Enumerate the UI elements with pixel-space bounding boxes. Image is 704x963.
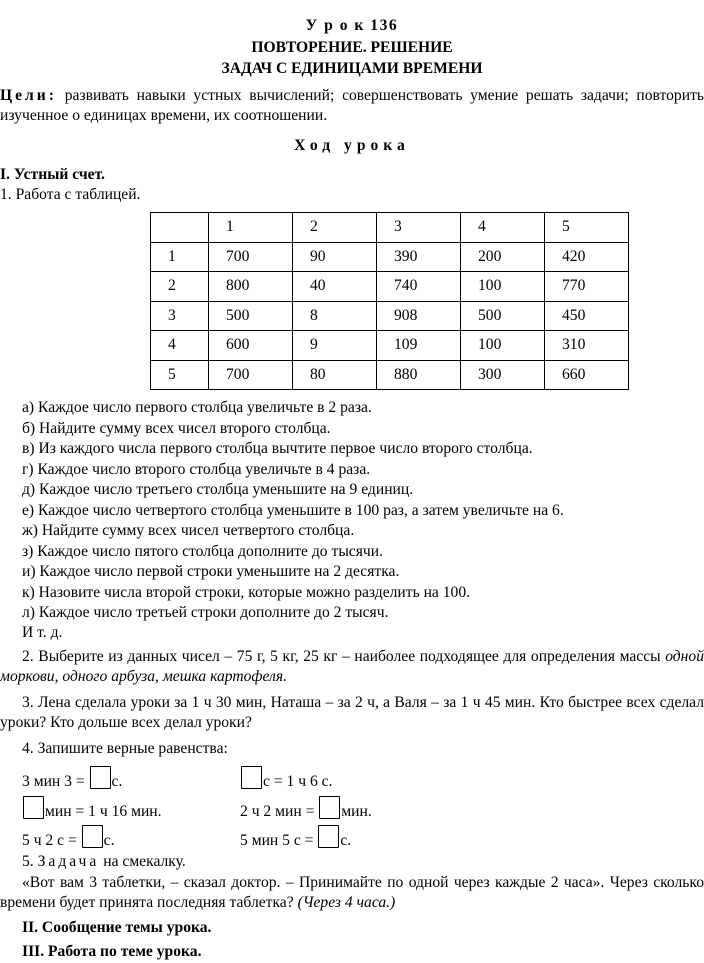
list-item: л) Каждое число третьей строки дополните до 2 тысяч. [22, 604, 389, 621]
etc-text: И т. д. [22, 624, 63, 641]
table-cell: 2 [151, 272, 209, 302]
equality-right [240, 796, 372, 822]
table-cell [151, 213, 209, 243]
table-cell: 100 [461, 331, 545, 361]
table-cell: 2 [293, 213, 377, 243]
question-5-num: 5. [22, 853, 38, 870]
equality-right [240, 766, 332, 792]
riddle-answer: (Через 4 часа.) [297, 894, 396, 912]
table-cell: 390 [377, 242, 461, 272]
section1-title: I. Устный счет. [0, 166, 105, 183]
table-cell: 700 [209, 360, 293, 390]
equality-text: 5 мин 5 с = [240, 832, 318, 849]
equality-text: с. [103, 832, 115, 849]
riddle-text: «Вот вам 3 таблетки, – сказал доктор. – Принимайте по одной через каждые 2 часа». Через сколько времени будет принята последняя таблетка? [0, 874, 704, 912]
goals-text: развивать навыки устных вычислений; совершенствовать умение решать задачи; повторить изученное о единицах времени, их соотношении. [0, 87, 704, 125]
equality-right [240, 825, 351, 851]
table-cell: 80 [293, 360, 377, 390]
list-item: е) Каждое число четвертого столбца уменьшите в 100 раз, а затем увеличьте на 6. [22, 501, 564, 519]
table-cell: 880 [377, 360, 461, 390]
table-cell: 4 [461, 213, 545, 243]
lesson-title-line1: ПОВТОРЕНИЕ. РЕШЕНИЕ [251, 39, 453, 56]
table-cell: 3 [377, 213, 461, 243]
riddle-quote [0, 873, 704, 914]
question-5-rest: на смекалку. [99, 853, 186, 870]
lesson-title-line2: ЗАДАЧ С ЕДИНИЦАМИ ВРЕМЕНИ [221, 60, 483, 77]
table-row [151, 242, 629, 272]
answer-box [319, 796, 340, 819]
course-heading: Ход урока [294, 137, 410, 154]
tasks-list [22, 398, 564, 624]
answer-box [82, 825, 103, 848]
equality-text: мин. [341, 803, 372, 820]
table-cell: 908 [377, 301, 461, 331]
table-cell: 200 [461, 242, 545, 272]
equality-text: 5 ч 2 с = [22, 832, 81, 849]
table-cell: 5 [151, 360, 209, 390]
question-5 [22, 852, 186, 872]
equality-text: с = 1 ч 6 с. [263, 773, 333, 790]
table-cell: 100 [461, 272, 545, 302]
question-4-title: 4. Запишите верные равенства: [22, 740, 228, 757]
answer-box [23, 796, 44, 819]
table-cell: 40 [293, 272, 377, 302]
table-row [151, 301, 629, 331]
table-cell: 8 [293, 301, 377, 331]
equality-row-1 [22, 766, 333, 792]
section1-item1: 1. Работа с таблицей. [0, 186, 141, 203]
table-cell: 450 [545, 301, 629, 331]
table-cell: 500 [209, 301, 293, 331]
equality-row-3 [22, 825, 352, 851]
question-2-italic: одной моркови, одного арбуза, мешка картофеля. [0, 648, 704, 686]
answer-box [318, 825, 339, 848]
section2-title: II. Сообщение темы урока. [22, 919, 212, 936]
equality-text: 3 мин 3 = [22, 773, 89, 790]
list-item: к) Назовите числа второй строки, которые можно разделить на 100. [22, 583, 471, 601]
table-cell: 500 [461, 301, 545, 331]
table-cell: 420 [545, 242, 629, 272]
table-cell: 700 [209, 242, 293, 272]
table-cell: 90 [293, 242, 377, 272]
goals-label: Цели: [0, 87, 57, 104]
answer-box [90, 766, 111, 789]
list-item: б) Найдите сумму всех чисел второго столбца. [22, 419, 331, 437]
table-row [151, 331, 629, 361]
list-item: д) Каждое число третьего столбца уменьшите на 9 единиц. [22, 481, 414, 498]
equality-text: 2 ч 2 мин = [240, 803, 319, 820]
equality-text: мин = 1 ч 16 мин. [45, 803, 162, 820]
list-item: в) Из каждого числа первого столбца вычтите первое число второго столбца. [22, 440, 533, 457]
table-cell: 5 [545, 213, 629, 243]
table-cell: 9 [293, 331, 377, 361]
list-item: з) Каждое число пятого столбца дополните до тысячи. [22, 542, 383, 560]
table-cell: 660 [545, 360, 629, 390]
question-2-text: 2. Выберите из данных чисел – 75 г, 5 кг, 25 кг – наиболее подходящее для определения массы [22, 648, 666, 665]
table-cell: 300 [461, 360, 545, 390]
table-row [151, 272, 629, 302]
list-item: и) Каждое число первой строки уменьшите на 2 десятка. [22, 563, 400, 580]
list-item: ж) Найдите сумму всех чисел четвертого столбца. [22, 522, 355, 539]
list-item: а) Каждое число первого столбца увеличьте в 2 раза. [22, 399, 372, 416]
table-cell: 310 [545, 331, 629, 361]
table-cell: 1 [209, 213, 293, 243]
numbers-table [150, 212, 629, 390]
question-2 [0, 647, 704, 688]
goals-paragraph [0, 86, 704, 127]
equality-text: с. [340, 832, 352, 849]
table-cell: 4 [151, 331, 209, 361]
section3-title: III. Работа по теме урока. [22, 943, 202, 960]
table-row [151, 360, 629, 390]
list-item: г) Каждое число второго столбца увеличьте в 4 раза. [22, 460, 371, 478]
table-cell: 3 [151, 301, 209, 331]
table-cell: 1 [151, 242, 209, 272]
question-5-spaced: Задача [37, 853, 100, 870]
table-cell: 770 [545, 272, 629, 302]
table-header-row [151, 213, 629, 243]
table-cell: 740 [377, 272, 461, 302]
lesson-number: У р о к 136 [305, 17, 399, 34]
table-cell: 800 [209, 272, 293, 302]
answer-box [241, 766, 262, 789]
table-cell: 600 [209, 331, 293, 361]
equality-row-2 [22, 796, 372, 822]
question-3: 3. Лена сделала уроки за 1 ч 30 мин, Наташа – за 2 ч, а Валя – за 1 ч 45 мин. Кто быстрее всех сделал уроки? Кто дольше всех делал уроки? [0, 694, 704, 732]
table-cell: 109 [377, 331, 461, 361]
equality-text: с. [111, 773, 123, 790]
